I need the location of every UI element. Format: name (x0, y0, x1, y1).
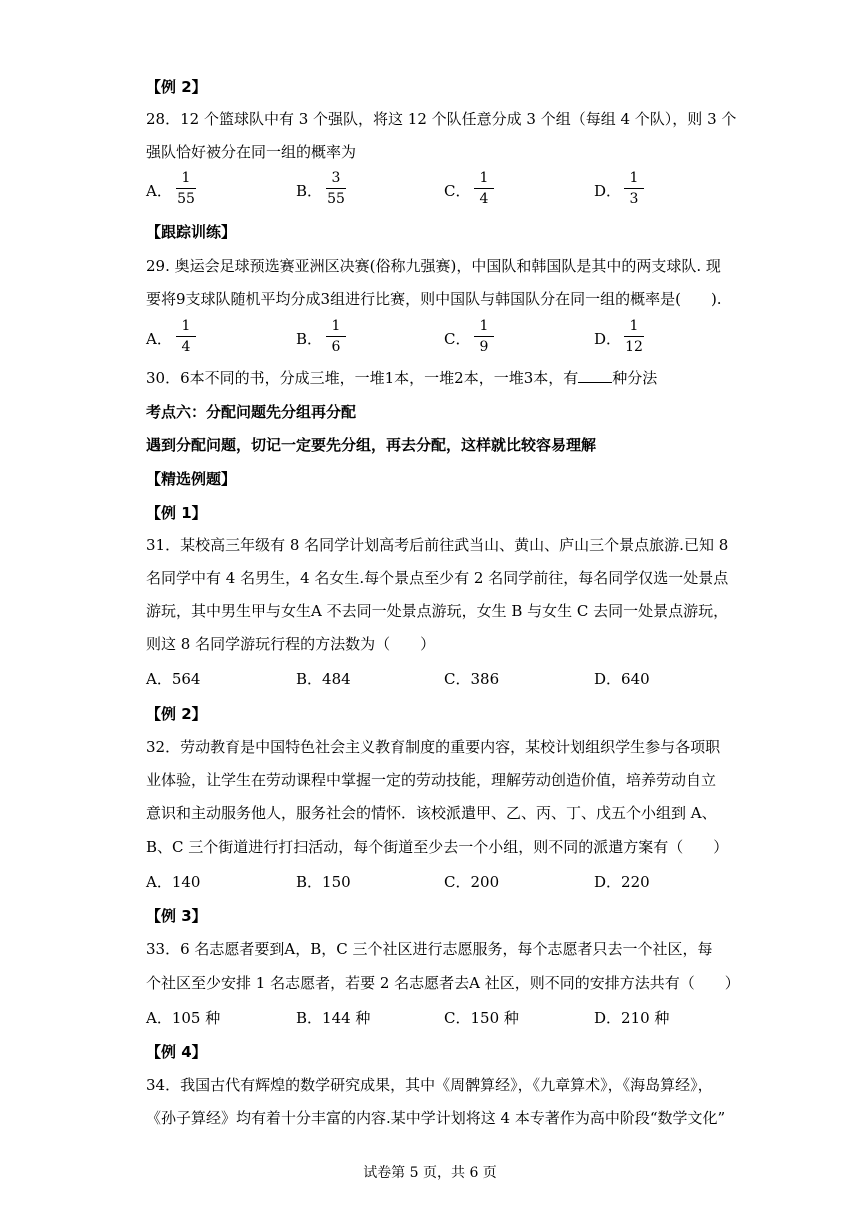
option-label: A． (146, 330, 172, 348)
q33-option-a: A．105 种 (146, 1009, 221, 1027)
q32-line-4: B、C 三个街道进行打扫活动，每个街道至少去一个小组，则不同的派遣方案有（ ） (146, 838, 729, 856)
q32-line-3: 意识和主动服务他人，服务社会的情怀．该校派遣甲、乙、丙、丁、戊五个小组到 A、 (146, 804, 717, 822)
section-heading-follow-training: 【跟踪训练】 (146, 223, 237, 241)
section-heading-example-4: 【例 4】 (146, 1043, 207, 1061)
denominator: 4 (479, 191, 489, 207)
q31-option-b: B．484 (296, 670, 351, 688)
q31-option-a: A．564 (146, 670, 201, 688)
q30-text-before: 30．6本不同的书，分成三堆，一堆1本，一堆2本，一堆3本，有 (146, 369, 579, 387)
option-label: D． (594, 182, 622, 200)
section-heading-example-3: 【例 3】 (146, 907, 207, 925)
fraction (624, 318, 644, 355)
q32-option-a: A．140 (146, 873, 201, 891)
q33-option-d: D．210 种 (594, 1009, 670, 1027)
denominator: 12 (625, 339, 643, 355)
denominator: 3 (629, 191, 639, 207)
q33-line-2: 个社区至少安排 1 名志愿者，若要 2 名志愿者去A 社区，则不同的安排方法共有（ ） (146, 974, 740, 992)
answer-blank (578, 368, 612, 383)
denominator: 55 (177, 191, 195, 207)
q29-options (146, 318, 706, 358)
option-label: A． (146, 182, 172, 200)
section-heading-example-2b: 【例 2】 (146, 705, 207, 723)
denominator: 4 (181, 339, 191, 355)
page-footer: 试卷第 5 页，共 6 页 (363, 1165, 497, 1181)
q29-line-2: 要将9支球队随机平均分成3组进行比赛，则中国队与韩国队分在同一组的概率是( ). (146, 290, 722, 308)
fraction (176, 170, 196, 207)
q32-option-b: B．150 (296, 873, 351, 891)
numerator: 1 (629, 170, 639, 186)
q31-line-2: 名同学中有 4 名男生，4 名女生.每个景点至少有 2 名同学前往，每名同学仅选一处景点 (146, 569, 729, 587)
q31-line-3: 游玩，其中男生甲与女生A 不去同一处景点游玩，女生 B 与女生 C 去同一处景点游玩， (146, 602, 729, 620)
denominator: 9 (479, 339, 489, 355)
numerator: 1 (331, 318, 341, 334)
fraction (326, 318, 346, 355)
q32-line-1: 32．劳动教育是中国特色社会主义教育制度的重要内容，某校计划组织学生参与各项职 (146, 738, 721, 756)
option-label: B． (296, 182, 323, 200)
q34-line-2: 《孙子算经》均有着十分丰富的内容.某中学计划将这 4 本专著作为高中阶段“数学文化” (146, 1109, 726, 1127)
q28-options (146, 170, 706, 210)
section-heading-example-2: 【例 2】 (146, 78, 207, 96)
q32-option-c: C．200 (444, 873, 500, 891)
q32-options (146, 871, 706, 891)
fraction (624, 170, 644, 207)
option-label: C． (444, 182, 471, 200)
q31-line-1: 31．某校高三年级有 8 名同学计划高考后前往武当山、黄山、庐山三个景点旅游.已知 8 (146, 536, 729, 554)
q30-line (146, 368, 657, 388)
q33-options (146, 1007, 706, 1027)
section-heading-selected-examples: 【精选例题】 (146, 470, 237, 488)
numerator: 1 (479, 170, 489, 186)
knowledge-point-6-tip: 遇到分配问题，切记一定要先分组，再去分配，这样就比较容易理解 (146, 436, 597, 454)
option-label: C． (444, 330, 471, 348)
fraction (326, 170, 346, 207)
fraction (176, 318, 196, 355)
option-label: D． (594, 330, 622, 348)
knowledge-point-6-title: 考点六：分配问题先分组再分配 (146, 403, 357, 421)
numerator: 3 (331, 170, 341, 186)
q28-line-2: 强队恰好被分在同一组的概率为 (146, 143, 357, 161)
q28-line-1: 28．12 个篮球队中有 3 个强队，将这 12 个队任意分成 3 个组（每组 4 个队），则 3 个 (146, 110, 737, 128)
q31-option-c: C．386 (444, 670, 500, 688)
numerator: 1 (181, 318, 191, 334)
fraction (474, 170, 494, 207)
q31-line-4: 则这 8 名同学游玩行程的方法数为（ ） (146, 635, 436, 653)
denominator: 6 (331, 339, 341, 355)
q32-line-2: 业体验，让学生在劳动课程中掌握一定的劳动技能，理解劳动创造价值，培养劳动自立 (146, 771, 717, 789)
q31-option-d: D．640 (594, 670, 650, 688)
section-heading-example-1: 【例 1】 (146, 504, 207, 522)
numerator: 1 (629, 318, 639, 334)
q33-line-1: 33．6 名志愿者要到A，B，C 三个社区进行志愿服务，每个志愿者只去一个社区，每 (146, 940, 713, 958)
q33-option-b: B．144 种 (296, 1009, 371, 1027)
numerator: 1 (181, 170, 191, 186)
denominator: 55 (327, 191, 345, 207)
q34-line-1: 34．我国古代有辉煌的数学研究成果，其中《周髀算经》，《九章算术》，《海岛算经》， (146, 1076, 713, 1094)
option-label: B． (296, 330, 323, 348)
fraction (474, 318, 494, 355)
q29-line-1: 29. 奥运会足球预选赛亚洲区决赛(俗称九强赛)，中国队和韩国队是其中的两支球队. 现 (146, 257, 721, 275)
q31-options (146, 668, 706, 688)
numerator: 1 (479, 318, 489, 334)
q32-option-d: D．220 (594, 873, 650, 891)
q30-text-after: 种分法 (612, 369, 658, 387)
q33-option-c: C．150 种 (444, 1009, 519, 1027)
